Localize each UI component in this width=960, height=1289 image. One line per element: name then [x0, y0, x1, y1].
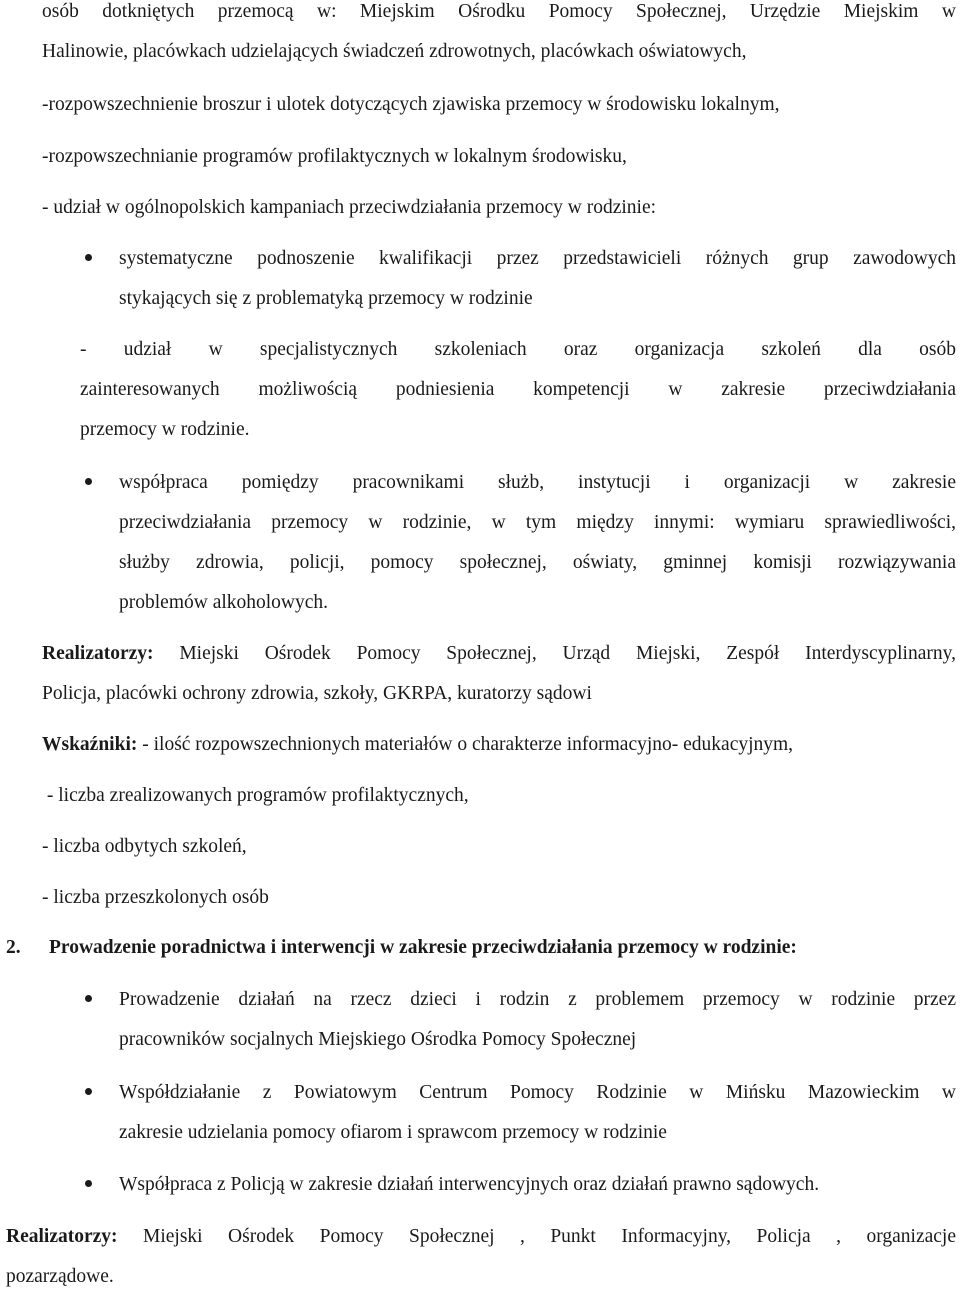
- training-line3: przemocy w rodzinie.: [80, 419, 250, 440]
- wskazniki-label: Wskaźniki:: [42, 734, 138, 755]
- dash-item-campaigns: - udział w ogólnopolskich kampaniach przeciwdziałania przemocy w rodzinie:: [42, 197, 657, 218]
- section2-number-text: 2.: [6, 937, 21, 958]
- s2-bullet1-line1: Prowadzenie działań na rzecz dzieci i rodzin z problemem przemocy w rodzinie przez: [119, 989, 956, 1010]
- realizatorzy2-text1: Miejski Ośrodek Pomocy Społecznej , Punkt Informacyjny, Policja , organizacje: [117, 1226, 956, 1247]
- bullet2-line3: służby zdrowia, policji, pomocy społecznej, oświaty, gminnej komisji rozwiązywania: [119, 552, 956, 573]
- realizatorzy2-line1: [6, 1225, 956, 1249]
- bullet2-line4: problemów alkoholowych.: [119, 592, 329, 613]
- wskazniki-line1: [42, 733, 793, 757]
- para1-line2: Halinowie, placówkach udzielających świadczeń zdrowotnych, placówkach oświatowych,: [42, 41, 747, 62]
- training-line2: zainteresowanych możliwością podniesienia kompetencji w zakresie przeciwdziałania: [80, 379, 956, 400]
- section2-title: [49, 936, 797, 960]
- bullet-dot-icon: [85, 995, 92, 1002]
- para1-line1: osób dotkniętych przemocą w: Miejskim Ośrodku Pomocy Społecznej, Urzędzie Miejskim w: [42, 1, 956, 22]
- section2-title-text: Prowadzenie poradnictwa i interwencji w zakresie przeciwdziałania przemocy w rodzinie:: [49, 937, 797, 958]
- wskazniki-text1: - ilość rozpowszechnionych materiałów o charakterze informacyjno- edukacyjnym,: [137, 734, 794, 755]
- s2-bullet3-line1: Współpraca z Policją w zakresie działań interwencyjnych oraz działań prawno sądowych.: [119, 1174, 820, 1195]
- bullet-dot-icon: [85, 254, 92, 261]
- bullet1-line1: systematyczne podnoszenie kwalifikacji przez przedstawicieli różnych grup zawodowych: [119, 248, 956, 269]
- dash-item-programs: -rozpowszechnianie programów profilaktycznych w lokalnym środowisku,: [42, 146, 627, 167]
- realizatorzy2-label: Realizatorzy:: [6, 1226, 118, 1247]
- realizatorzy1-text1: Miejski Ośrodek Pomocy Społecznej, Urząd Miejski, Zespół Interdyscyplinarny,: [153, 643, 956, 664]
- training-line1: - udział w specjalistycznych szkoleniach oraz organizacja szkoleń dla osób: [80, 339, 956, 360]
- realizatorzy2-line2: pozarządowe.: [6, 1266, 114, 1287]
- dash-item-brochures: -rozpowszechnienie broszur i ulotek dotyczących zjawiska przemocy w środowisku lokalnym,: [42, 94, 780, 115]
- realizatorzy1-line2: Policja, placówki ochrony zdrowia, szkoły, GKRPA, kuratorzy sądowi: [42, 683, 592, 704]
- bullet2-line1: współpraca pomiędzy pracownikami służb, instytucji i organizacji w zakresie: [119, 472, 956, 493]
- bullet-dot-icon: [85, 478, 92, 485]
- realizatorzy1-label: Realizatorzy:: [42, 643, 154, 664]
- s2-bullet1-line2: pracowników socjalnych Miejskiego Ośrodka Pomocy Społecznej: [119, 1029, 637, 1050]
- bullet1-line2: stykających się z problematyką przemocy w rodzinie: [119, 288, 533, 309]
- s2-bullet2-line2: zakresie udzielania pomocy ofiarom i sprawcom przemocy w rodzinie: [119, 1122, 667, 1143]
- realizatorzy1-line1: [42, 642, 956, 666]
- bullet-dot-icon: [85, 1180, 92, 1187]
- wskazniki-line3: - liczba odbytych szkoleń,: [42, 836, 247, 857]
- bullet2-line2: przeciwdziałania przemocy w rodzinie, w tym między innymi: wymiaru sprawiedliwości,: [119, 512, 956, 533]
- s2-bullet2-line1: Współdziałanie z Powiatowym Centrum Pomocy Rodzinie w Mińsku Mazowieckim w: [119, 1082, 956, 1103]
- wskazniki-line2: - liczba zrealizowanych programów profilaktycznych,: [42, 785, 469, 806]
- wskazniki-line4: - liczba przeszkolonych osób: [42, 887, 269, 908]
- bullet-dot-icon: [85, 1088, 92, 1095]
- section2-number: [6, 936, 21, 960]
